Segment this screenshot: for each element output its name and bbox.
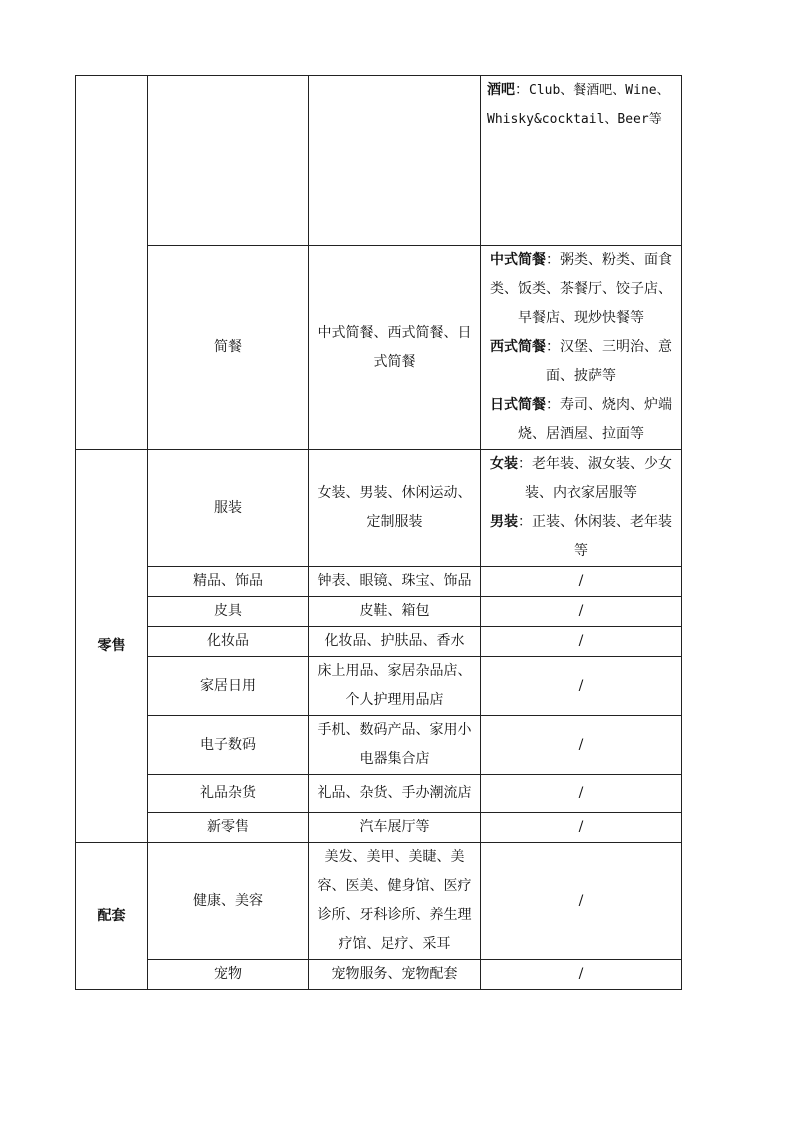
detail-cell-cosmetics: / — [481, 627, 682, 657]
detail-para-mens — [487, 508, 675, 566]
table-row-boutique — [76, 567, 682, 597]
types-cell-pet: 宠物服务、宠物配套 — [309, 960, 481, 990]
types-cell-snack: 中式简餐、西式简餐、日式简餐 — [309, 246, 481, 450]
detail-cell-new-retail: / — [481, 813, 682, 843]
detail-para-womens — [487, 450, 675, 508]
table-row-leather — [76, 597, 682, 627]
table-row-home — [76, 657, 682, 716]
detail-text: 寿司、烧肉、炉端烧、居酒屋、拉面等 — [518, 397, 672, 442]
detail-cell-clothing — [481, 450, 682, 567]
subcategory-cell-leather: 皮具 — [148, 597, 309, 627]
table-row-new-retail — [76, 813, 682, 843]
subcategory-cell-boutique: 精品、饰品 — [148, 567, 309, 597]
detail-cell-digital: / — [481, 716, 682, 775]
detail-cell-boutique: / — [481, 567, 682, 597]
subcategory-cell-clothing: 服装 — [148, 450, 309, 567]
table-row-cosmetics — [76, 627, 682, 657]
types-cell-new-retail: 汽车展厅等 — [309, 813, 481, 843]
detail-separator: ： — [546, 252, 560, 268]
detail-text: 正装、休闲装、老年装等 — [532, 514, 672, 559]
subcategory-cell-cosmetics: 化妆品 — [148, 627, 309, 657]
detail-separator: ： — [518, 456, 532, 472]
detail-text-bar: Club、餐酒吧、Wine、Whisky&cocktail、Beer等 — [487, 83, 670, 127]
types-cell-leather: 皮鞋、箱包 — [309, 597, 481, 627]
types-cell-home: 床上用品、家居杂品店、个人护理用品店 — [309, 657, 481, 716]
detail-para-chinese-snack — [487, 246, 675, 333]
detail-cell-home: / — [481, 657, 682, 716]
detail-separator: ： — [546, 339, 560, 355]
types-cell-health: 美发、美甲、美睫、美容、医美、健身馆、医疗诊所、牙科诊所、养生理疗馆、足疗、采耳 — [309, 843, 481, 960]
types-cell-clothing: 女装、男装、休闲运动、定制服装 — [309, 450, 481, 567]
subcategory-cell-home: 家居日用 — [148, 657, 309, 716]
detail-cell-health: / — [481, 843, 682, 960]
table-row-bar — [76, 76, 682, 246]
types-cell-boutique: 钟表、眼镜、珠宝、饰品 — [309, 567, 481, 597]
detail-cell-bar — [481, 76, 682, 246]
detail-cell-leather: / — [481, 597, 682, 627]
detail-separator: ： — [515, 82, 529, 98]
types-cell-gifts: 礼品、杂货、手办潮流店 — [309, 775, 481, 813]
table-row-clothing — [76, 450, 682, 567]
detail-text: 粥类、粉类、面食类、饭类、茶餐厅、饺子店、早餐店、现炒快餐等 — [490, 252, 672, 326]
detail-cell-gifts: / — [481, 775, 682, 813]
detail-cell-pet: / — [481, 960, 682, 990]
detail-para-japanese-snack — [487, 391, 675, 449]
subcategory-cell-pet: 宠物 — [148, 960, 309, 990]
category-table — [75, 75, 682, 990]
types-cell-bar — [309, 76, 481, 246]
table-row-pet — [76, 960, 682, 990]
subcategory-cell-new-retail: 新零售 — [148, 813, 309, 843]
detail-text: 老年装、淑女装、少女装、内衣家居服等 — [525, 456, 672, 501]
detail-term: 中式简餐 — [490, 252, 546, 268]
category-cell-fnb-continued — [76, 76, 148, 450]
types-cell-cosmetics: 化妆品、护肤品、香水 — [309, 627, 481, 657]
subcategory-cell-bar — [148, 76, 309, 246]
detail-para-western-snack — [487, 333, 675, 391]
detail-term: 西式简餐 — [490, 339, 546, 355]
detail-term-bar: 酒吧 — [487, 82, 515, 98]
table-row-digital — [76, 716, 682, 775]
detail-separator: ： — [546, 397, 560, 413]
table-row-snack — [76, 246, 682, 450]
table-row-health — [76, 843, 682, 960]
subcategory-cell-health: 健康、美容 — [148, 843, 309, 960]
detail-term: 女装 — [490, 456, 518, 472]
category-cell-support: 配套 — [76, 843, 148, 990]
table-row-gifts — [76, 775, 682, 813]
detail-term: 男装 — [490, 514, 518, 530]
detail-separator: ： — [518, 514, 532, 530]
detail-cell-snack — [481, 246, 682, 450]
detail-term: 日式简餐 — [490, 397, 546, 413]
category-cell-retail: 零售 — [76, 450, 148, 843]
detail-text: 汉堡、三明治、意面、披萨等 — [546, 339, 672, 384]
subcategory-cell-gifts: 礼品杂货 — [148, 775, 309, 813]
types-cell-digital: 手机、数码产品、家用小电器集合店 — [309, 716, 481, 775]
subcategory-cell-snack: 简餐 — [148, 246, 309, 450]
subcategory-cell-digital: 电子数码 — [148, 716, 309, 775]
